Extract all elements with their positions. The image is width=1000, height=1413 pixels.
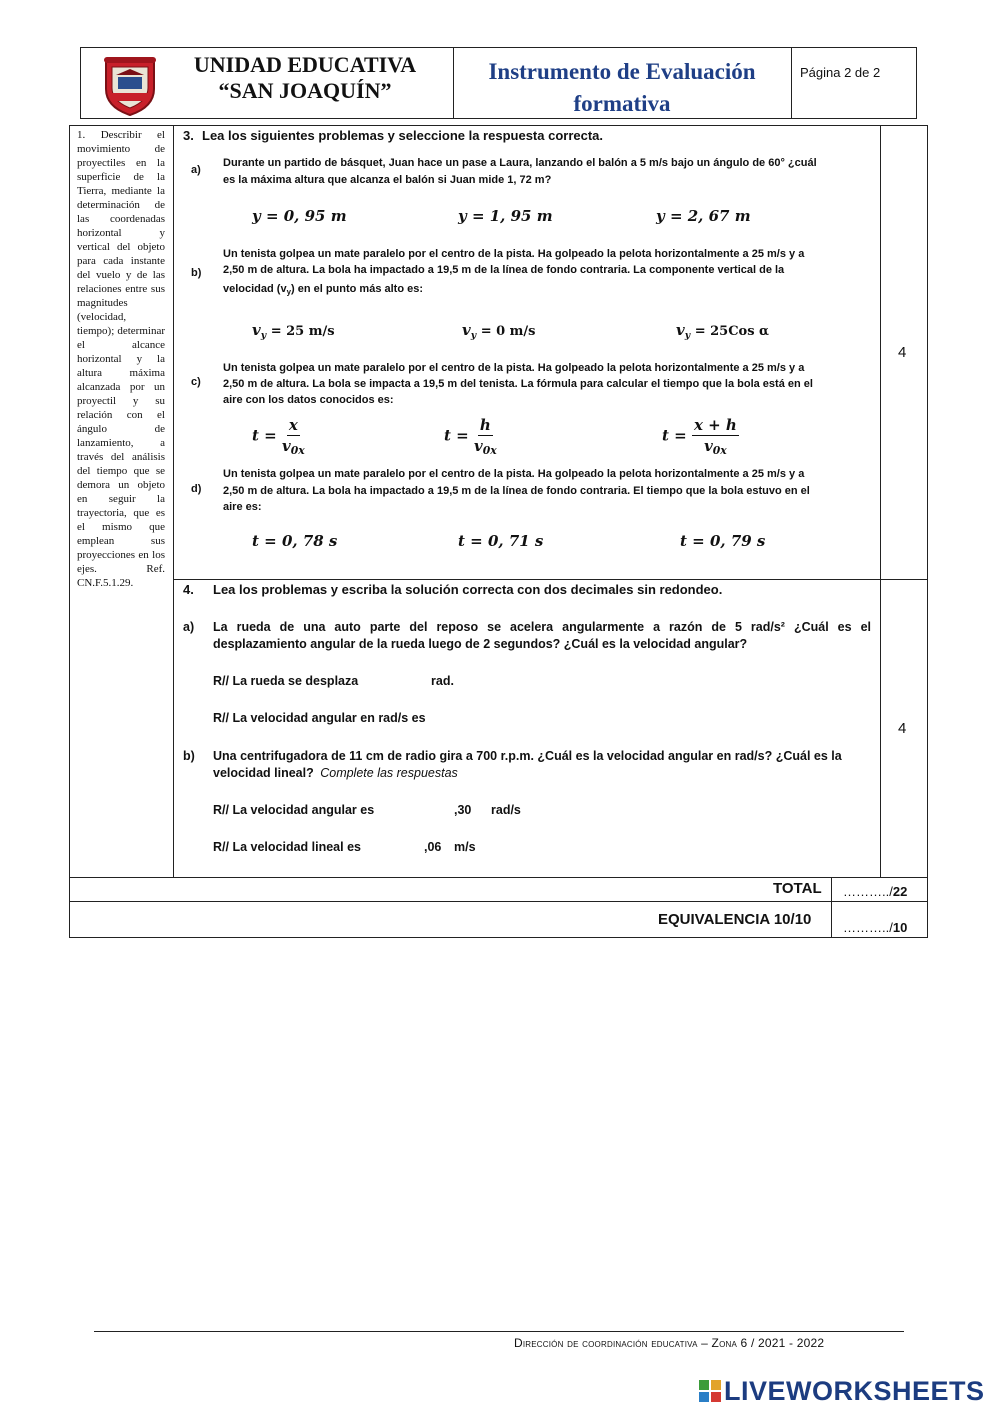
- q3d-line1: Un tenista golpea un mate paralelo por el centro de la pista. Ha golpeado la pelota horizontalmente a 25 m/s y a: [223, 468, 805, 480]
- school-name-line2: “SAN JOAQUÍN”: [218, 78, 392, 103]
- q3c-opt3-num: x + h: [693, 416, 737, 434]
- q4b-answer1-input[interactable]: [392, 799, 450, 819]
- section3-title: Lea los siguientes problemas y seleccione la respuesta correcta.: [202, 128, 604, 143]
- instrument-title-line2: formativa: [573, 91, 671, 116]
- q3b-opt1-v: v: [252, 321, 261, 339]
- q3b-line3-pre: velocidad (v: [223, 283, 287, 295]
- equivalence-score[interactable]: [843, 920, 907, 935]
- q4b-answer2-unit: m/s: [454, 840, 476, 854]
- q3b-opt2-value: = 0 m/s: [480, 324, 536, 339]
- q4b-line2-italic: Complete las respuestas: [320, 766, 458, 780]
- q4a-answer2-input[interactable]: [442, 707, 522, 727]
- section4-title: Lea los problemas y escriba la solución correcta con dos decimales sin redondeo.: [213, 582, 723, 597]
- q3a-line2: es la máxima altura que alcanza el balón si Juan mide 1, 72 m?: [223, 174, 552, 186]
- q3c-line2: 2,50 m de altura. La bola se impacta a 19,5 m del tenista. La fórmula para calcular el tiempo que la bola está en el: [223, 378, 813, 390]
- school-name-line1: UNIDAD EDUCATIVA: [193, 52, 417, 77]
- q3b-opt3-value: = 25Cos α: [694, 324, 770, 339]
- instrument-title-line1: Instrumento de Evaluación: [488, 59, 756, 84]
- q3b-opt1-sub: y: [260, 329, 267, 341]
- q4b-line2-text: velocidad lineal?: [213, 766, 314, 780]
- q4b-answer1-unit: rad/s: [491, 803, 521, 817]
- q3b-line3-post: ) en el punto más alto es:: [290, 283, 424, 295]
- total-label: TOTAL: [773, 880, 822, 897]
- q3b-line1: Un tenista golpea un mate paralelo por el centro de la pista. Ha golpeado la pelota horizontalmente a 25 m/s y a: [223, 248, 805, 260]
- q3c-opt3-den: [704, 436, 727, 457]
- q3c-opt2-num: h: [479, 416, 491, 434]
- q3b-opt2-v: v: [462, 321, 471, 339]
- q3c-opt2-den-v: v: [473, 437, 483, 455]
- q4b-answer2-input[interactable]: [374, 836, 422, 856]
- q4b-answer2: R// La velocidad lineal es: [213, 840, 361, 854]
- equivalence-dots: ………../: [843, 920, 893, 935]
- total-dots: ………../: [843, 884, 893, 899]
- liveworksheets-watermark[interactable]: LIVEWORKSHEETS: [724, 1376, 985, 1406]
- q3c-opt1-den: [282, 436, 305, 457]
- q4a-line1: La rueda de una auto parte del reposo se acelera angularmente a razón de 5 rad/s² ¿Cuál es el: [213, 620, 871, 634]
- q3c-opt3-fraction: [692, 416, 739, 457]
- q3b-line3-sub: y: [286, 287, 291, 297]
- q3b-line2: 2,50 m de altura. La bola ha impactado a 19,5 m de la línea de fondo contraria. La componente vertical de la: [223, 264, 785, 276]
- q3a-option-1[interactable]: y = 0, 95 m: [252, 207, 347, 225]
- q3b-option-3[interactable]: [676, 321, 769, 341]
- q3c-opt2-den-sub: 0x: [482, 444, 497, 458]
- q3c-opt1-fraction: [282, 416, 305, 457]
- total-max: 22: [892, 884, 908, 899]
- q4a-answer1-unit: rad.: [431, 674, 454, 688]
- equivalence-label: EQUIVALENCIA 10/10: [658, 911, 812, 928]
- footer-divider: [94, 1331, 904, 1332]
- footer-text: Dirección de coordinación educativa – Zona 6 / 2021 - 2022: [514, 1336, 825, 1350]
- q4a-line2: desplazamiento angular de la rueda luego de 2 segundos? ¿Cuál es la velocidad angular?: [213, 637, 748, 651]
- q3c-opt2-den: [474, 436, 497, 457]
- section3-number: 3.: [183, 128, 194, 143]
- q4b-line2: [213, 765, 458, 782]
- q4a-answer1-input[interactable]: [372, 670, 426, 690]
- q3b-option-2[interactable]: [462, 321, 536, 341]
- q3c-line1: Un tenista golpea un mate paralelo por el centro de la pista. Ha golpeado la pelota horizontalmente a 25 m/s y a: [223, 362, 805, 374]
- q4a-answer1: R// La rueda se desplaza: [213, 674, 359, 688]
- q4b-answer2-value: ,06: [424, 840, 442, 854]
- q3b-label: b): [191, 267, 202, 279]
- q3d-line3: aire es:: [223, 501, 262, 513]
- q3b-opt2-sub: y: [470, 329, 477, 341]
- section4-number: 4.: [183, 582, 194, 597]
- q4b-answer1-value: ,30: [454, 803, 472, 817]
- learning-objective-text: 1. Describir el movimiento de proyectiles en la superficie de la Tierra, mediante la determinación de las coordenadas horizontal y vertical del objeto para cada instante del vuelo y de las relaciones entre sus magnitudes (velocidad, tiempo); determinar el alcance horizontal y la altura máxima alcanzada por un proyectil y su relación con el ángulo de lanzamiento, a través del análisis del tiempo que se demora un objeto en seguir la trayectoria, que es el mismo que emplean sus proyecciones en los ejes. Ref. CN.F.5.1.29.: [77, 129, 165, 589]
- q3d-line2: 2,50 m de altura. La bola ha impactado a 19,5 m de la línea de fondo contraria. El tiempo que la bola estuvo en el: [223, 485, 810, 497]
- q3b-opt3-v: v: [676, 321, 685, 339]
- q3b-option-1[interactable]: [252, 321, 335, 341]
- q4b-answer1: R// La velocidad angular es: [213, 803, 375, 817]
- section3-score: 4: [898, 344, 907, 361]
- q3c-opt3-den-sub: 0x: [712, 444, 727, 458]
- q3b-line3: [223, 281, 423, 300]
- q3c-line3: aire con los datos conocidos es:: [223, 394, 394, 406]
- section4-score: 4: [898, 720, 907, 737]
- equivalence-max: 10: [892, 920, 908, 935]
- q4b-label: b): [183, 749, 195, 763]
- liveworksheets-logo-icon: [699, 1380, 721, 1402]
- q3c-opt1-t: t =: [252, 426, 277, 445]
- q3d-label: d): [191, 483, 202, 495]
- q3c-option-2[interactable]: [444, 416, 497, 457]
- q3c-opt2-t: t =: [444, 426, 469, 445]
- q3c-opt1-den-sub: 0x: [290, 444, 305, 458]
- q3c-opt1-den-v: v: [281, 437, 291, 455]
- q3c-opt3-den-v: v: [704, 437, 713, 455]
- q3a-option-3[interactable]: y = 2, 67 m: [656, 207, 751, 225]
- total-score[interactable]: [843, 884, 907, 899]
- q3c-label: c): [191, 376, 201, 388]
- page-number: Página 2 de 2: [800, 65, 881, 80]
- q3d-option-3[interactable]: t = 0, 79 s: [680, 532, 766, 550]
- q3c-option-3[interactable]: [662, 416, 739, 457]
- q3c-option-1[interactable]: [252, 416, 305, 457]
- q4a-answer2: R// La velocidad angular en rad/s es: [213, 711, 426, 725]
- q3b-opt3-sub: y: [684, 329, 691, 341]
- q3c-opt3-t: t =: [662, 426, 687, 445]
- q3a-line1: Durante un partido de básquet, Juan hace un pase a Laura, lanzando el balón a 5 m/s bajo un ángulo de 60° ¿cuál: [223, 157, 817, 169]
- q3d-option-1[interactable]: t = 0, 78 s: [252, 532, 338, 550]
- q3c-opt2-fraction: [474, 416, 497, 457]
- q3a-label: a): [191, 164, 201, 176]
- q3c-opt1-num: x: [288, 416, 298, 434]
- q4b-line1: Una centrifugadora de 11 cm de radio gira a 700 r.p.m. ¿Cuál es la velocidad angular en rad/s? ¿Cuál es la: [213, 749, 842, 763]
- q3a-option-2[interactable]: y = 1, 95 m: [458, 207, 553, 225]
- q3b-opt1-value: = 25 m/s: [270, 324, 335, 339]
- q3d-option-2[interactable]: t = 0, 71 s: [458, 532, 544, 550]
- q4a-label: a): [183, 620, 195, 634]
